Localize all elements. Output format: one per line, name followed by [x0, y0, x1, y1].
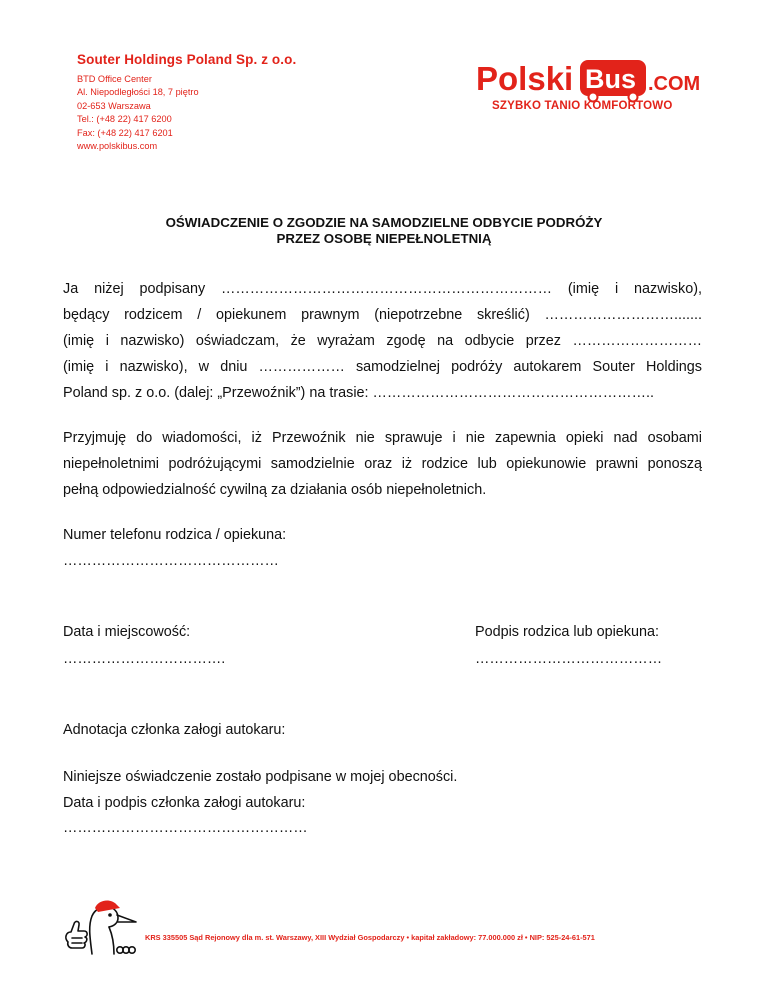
company-block [77, 52, 296, 153]
crew-note-label: Adnotacja członka załogi autokaru: [63, 722, 286, 738]
logo-word-polski: Polski [476, 60, 574, 97]
title-line: OŚWIADCZENIE O ZGODZIE NA SAMODZIELNE ODBYCIE PODRÓŻY [165, 215, 603, 230]
parent-signature-label: Podpis rodzica lub opiekuna: [475, 624, 660, 640]
date-place-blank: ……………………………. [63, 651, 226, 667]
logo-word-com: .COM [648, 73, 701, 95]
paragraph-line: Przyjmuję do wiadomości, iż Przewoźnik nie sprawuje i nie zapewnia opieki nad osobami [63, 430, 702, 446]
paragraph-line: (imię i nazwisko), w dniu ……………… samodzielnej podróży autokarem Souter Holdings [63, 359, 702, 375]
declaration-paragraph [63, 276, 702, 406]
responsibility-paragraph [63, 425, 702, 503]
paragraph-line: Poland sp. z o.o. (dalej: „Przewoźnik”) na trasie: ………………………………………………….. [63, 385, 654, 401]
paragraph-line: pełną odpowiedzialność cywilną za działania osób niepełnoletnich. [63, 482, 487, 498]
logo-word-bus: Bus [585, 64, 637, 94]
document-title [0, 215, 768, 246]
mascot-cap [95, 901, 120, 912]
crew-sign-blank: …………………………………………… [63, 820, 308, 836]
crew-statement: Niniejsze oświadczenie zostało podpisane w mojej obecności. [63, 769, 458, 785]
crew-sign-label: Data i podpis członka załogi autokaru: [63, 795, 306, 811]
mascot-bird-icon [62, 898, 140, 956]
footer-legal-text: KRS 335505 Sąd Rejonowy dla m. st. Warszawy, XIII Wydział Gospodarczy • kapitał zakładowy: 77.000.000 zł • NIP: 525-24-61-571 [145, 933, 595, 942]
logo-tagline: SZYBKO TANIO KOMFORTOWO [492, 100, 673, 112]
phone-blank: ……………………………………… [63, 553, 279, 569]
date-place-label: Data i miejscowość: [63, 624, 191, 640]
paragraph-line: będący rodzicem / opiekunem prawnym (niepotrzebne skreślić) ………………………....... [63, 307, 702, 323]
parent-signature-blank: ………………………………… [475, 651, 663, 667]
title-line: PRZEZ OSOBĘ NIEPEŁNOLETNIĄ [276, 230, 492, 246]
paragraph-line: (imię i nazwisko) oświadczam, że wyrażam zgodę na odbycie przez ……………………… [63, 333, 702, 349]
fax-line: Fax: (+48 22) 417 6201 [77, 127, 173, 138]
company-address [77, 73, 296, 153]
company-name: Souter Holdings Poland Sp. z o.o. [77, 52, 297, 67]
phone-line: Tel.: (+48 22) 417 6200 [77, 114, 172, 125]
paragraph-line: Ja niżej podpisany …………………………………………………………… (imię i nazwisko), [63, 281, 702, 297]
paragraph-line: niepełnoletnimi podróżującymi samodzielnie oraz iż rodzice lub opiekunowie prawni ponoszą [63, 456, 702, 472]
phone-label: Numer telefonu rodzica / opiekuna: [63, 527, 287, 543]
address-line: 02-653 Warszawa [77, 100, 151, 111]
website-line: www.polskibus.com [77, 141, 158, 152]
address-line: BTD Office Center [77, 74, 152, 84]
address-line: Al. Niepodległości 18, 7 piętro [77, 87, 199, 98]
